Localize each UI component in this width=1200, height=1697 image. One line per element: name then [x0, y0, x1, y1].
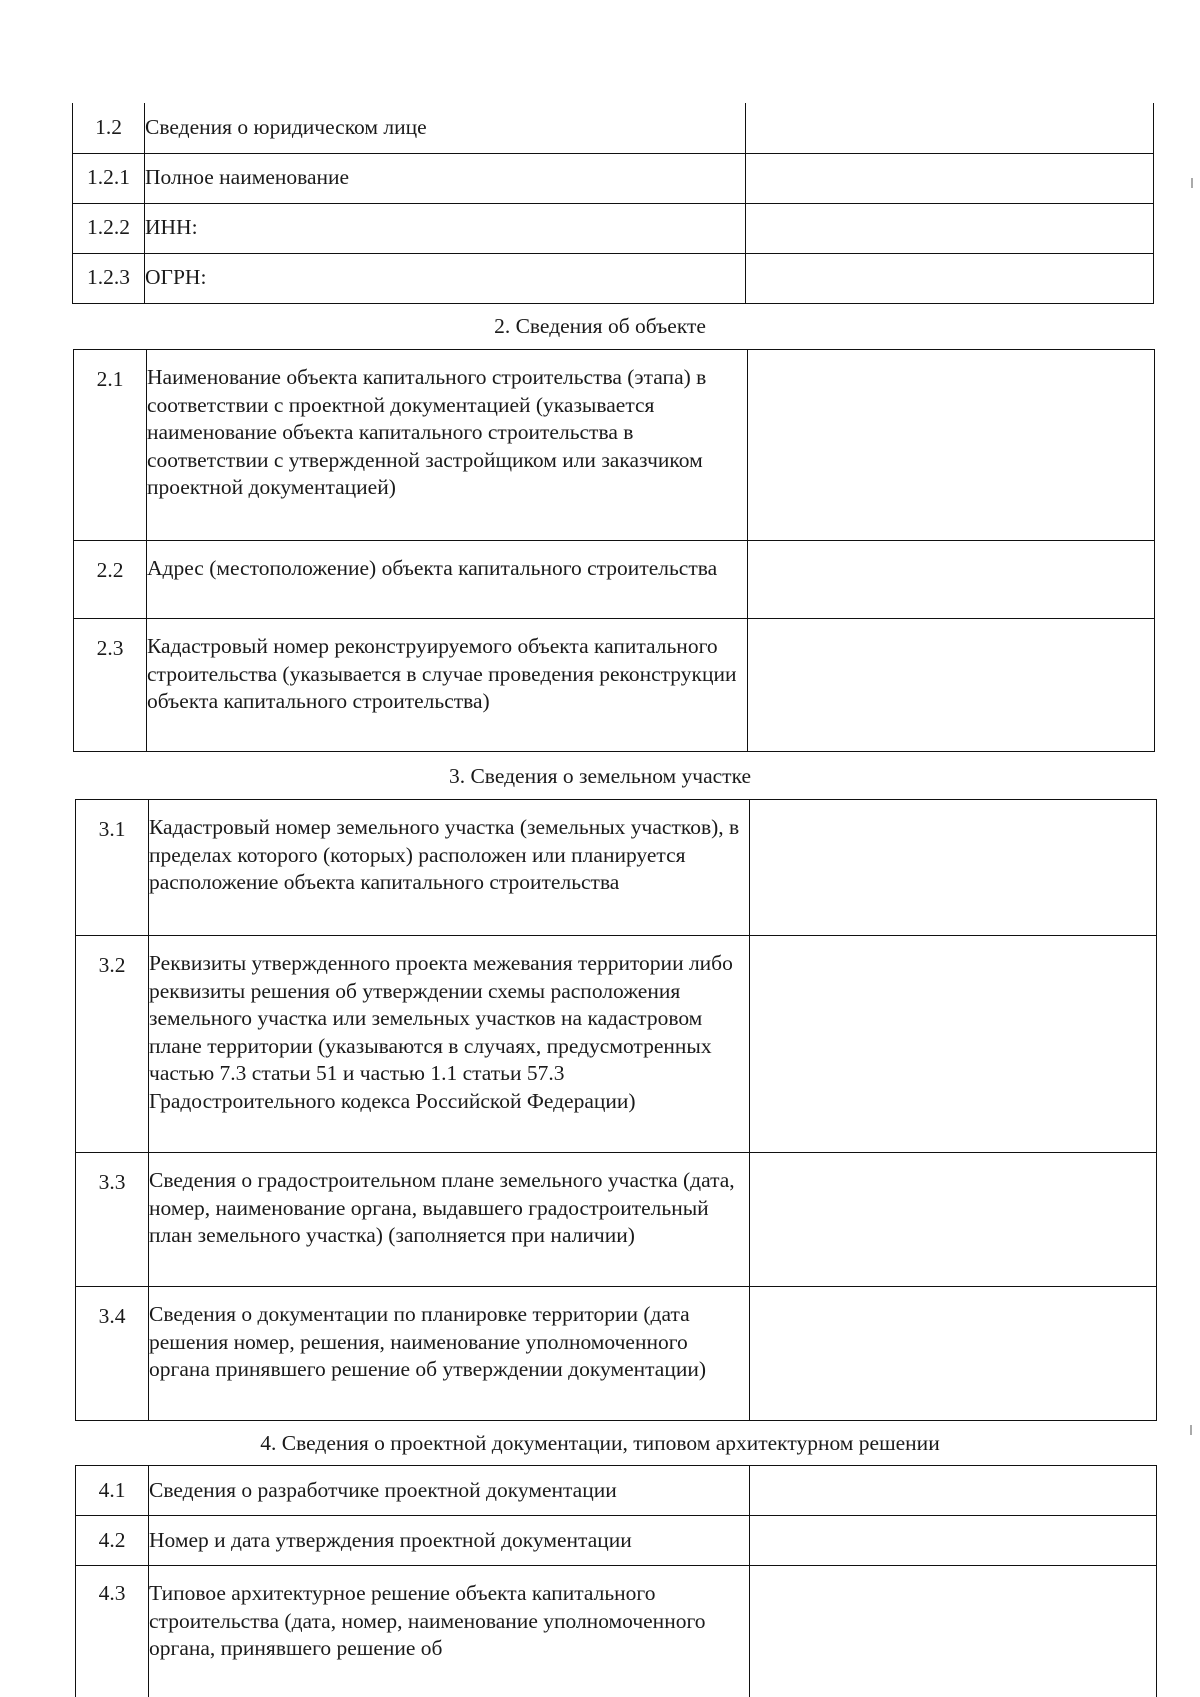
row-value-field[interactable]	[746, 153, 1154, 203]
table-row	[76, 936, 1157, 1153]
row-value-field[interactable]	[750, 800, 1157, 936]
row-number: 2.3	[74, 619, 147, 752]
section-title: 2. Сведения об объекте	[494, 314, 706, 338]
table-row	[76, 1287, 1157, 1421]
row-label: Реквизиты утвержденного проекта межевания территории либо реквизиты решения об утверждении схемы расположения земельного участка или земельных участков на кадастровом плане территории (указываются в случаях, предусмотренных частью 7.3 статьи 51 и частью 1.1 статьи 57.3 Градостроительного кодекса Российской Федерации)	[149, 936, 750, 1153]
row-label: Сведения о документации по планировке территории (дата решения номер, решения, наименование уполномоченного органа принявшего решение об утверждении документации)	[149, 1287, 750, 1421]
row-value-field[interactable]	[746, 253, 1154, 303]
row-label: Адрес (местоположение) объекта капитального строительства	[147, 541, 748, 619]
row-label: Сведения о юридическом лице	[145, 103, 746, 153]
table-row	[74, 619, 1155, 752]
row-label: Кадастровый номер земельного участка (земельных участков), в пределах которого (которых) расположен или планируется расположение объекта капитального строительства	[149, 800, 750, 936]
row-label: Сведения о градостроительном плане земельного участка (дата, номер, наименование органа, выдавшего градостроительный план земельного участка) (заполняется при наличии)	[149, 1153, 750, 1287]
row-number: 4.1	[76, 1466, 149, 1516]
row-number: 4.2	[76, 1516, 149, 1566]
row-number: 3.3	[76, 1153, 149, 1287]
table-row	[76, 800, 1157, 936]
row-value-field[interactable]	[748, 619, 1155, 752]
row-value-field[interactable]	[750, 1287, 1157, 1421]
table-row	[76, 1466, 1157, 1516]
row-value-field[interactable]	[746, 103, 1154, 153]
project-documentation-table	[75, 1465, 1157, 1697]
row-value-field[interactable]	[750, 1566, 1157, 1697]
row-number: 1.2.3	[73, 253, 145, 303]
row-number: 3.2	[76, 936, 149, 1153]
object-info-table	[73, 349, 1155, 752]
row-label: Номер и дата утверждения проектной документации	[149, 1516, 750, 1566]
row-label: Сведения о разработчике проектной документации	[149, 1466, 750, 1516]
row-number: 4.3	[76, 1566, 149, 1697]
table-row	[76, 1566, 1157, 1697]
row-value-field[interactable]	[750, 1153, 1157, 1287]
table-row	[73, 253, 1154, 303]
row-number: 1.2.1	[73, 153, 145, 203]
row-label: Наименование объекта капитального строительства (этапа) в соответствии с проектной документацией (указывается наименование объекта капитального строительства в соответствии с утвержденной застройщиком или заказчиком проектной документацией)	[147, 350, 748, 541]
table-row	[73, 103, 1154, 153]
row-value-field[interactable]	[746, 203, 1154, 253]
row-value-field[interactable]	[750, 1516, 1157, 1566]
row-number: 3.1	[76, 800, 149, 936]
scan-mark	[1191, 178, 1193, 188]
row-value-field[interactable]	[750, 936, 1157, 1153]
row-label: Полное наименование	[145, 153, 746, 203]
row-number: 2.1	[74, 350, 147, 541]
section-title: 4. Сведения о проектной документации, типовом архитектурном решении	[260, 1431, 940, 1455]
section-title: 3. Сведения о земельном участке	[448, 764, 752, 788]
row-label: ИНН:	[145, 203, 746, 253]
row-label: ОГРН:	[145, 253, 746, 303]
land-plot-table	[75, 799, 1157, 1421]
table-row	[76, 1516, 1157, 1566]
row-number: 1.2	[73, 103, 145, 153]
table-row	[76, 1153, 1157, 1287]
row-label: Кадастровый номер реконструируемого объекта капитального строительства (указывается в случае проведения реконструкции объекта капитального строительства)	[147, 619, 748, 752]
table-row	[74, 350, 1155, 541]
table-row	[74, 541, 1155, 619]
row-number: 1.2.2	[73, 203, 145, 253]
row-value-field[interactable]	[748, 541, 1155, 619]
scan-mark	[1190, 1425, 1192, 1435]
table-row	[73, 203, 1154, 253]
row-value-field[interactable]	[750, 1466, 1157, 1516]
legal-entity-table	[72, 103, 1154, 304]
row-number: 2.2	[74, 541, 147, 619]
table-row	[73, 153, 1154, 203]
row-value-field[interactable]	[748, 350, 1155, 541]
row-number: 3.4	[76, 1287, 149, 1421]
row-label: Типовое архитектурное решение объекта капитального строительства (дата, номер, наименование уполномоченного органа, принявшего решение об	[149, 1566, 750, 1697]
